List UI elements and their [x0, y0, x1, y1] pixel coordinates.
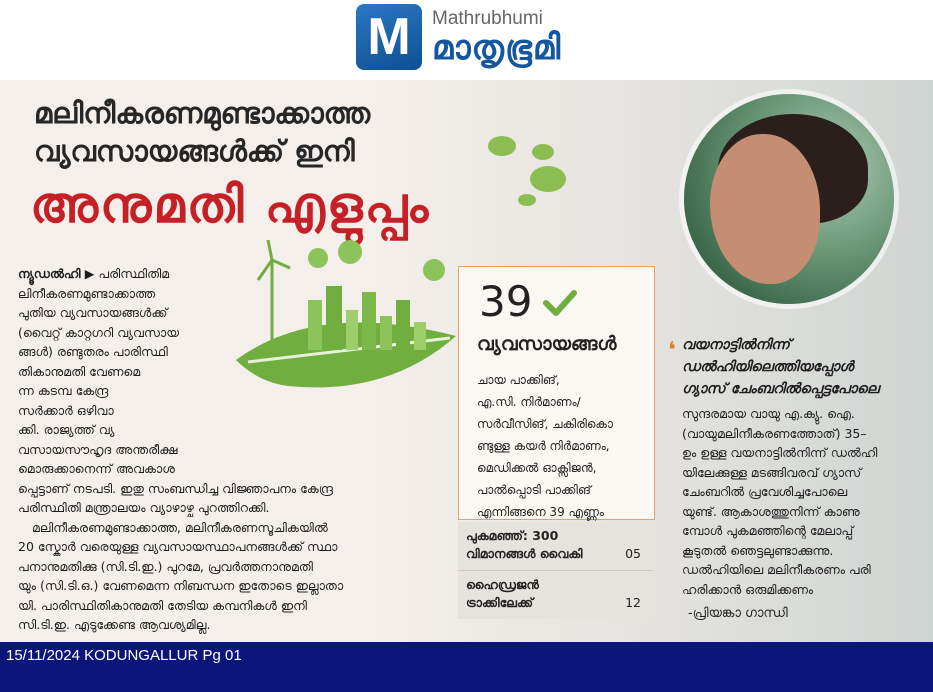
quote-heading-line: വയനാട്ടിൽനിന്ന്	[682, 337, 790, 353]
quote-body-line: സുന്ദരമായ വായു എ.ക്യു. ഐ.	[682, 406, 855, 421]
brand-name-english: Mathrubhumi	[432, 8, 543, 29]
headline-kicker	[34, 94, 370, 170]
cloud-icon	[488, 136, 516, 156]
body-line: 20 സ്കോർ വരെയുള്ള വ്യവസായസ്ഥാപനങ്ങൾക്ക് സ്ഥാ	[18, 539, 338, 554]
body-line: സി.ടി.ഇ. എടുക്കേണ്ട ആവശ്യമില്ല.	[18, 617, 211, 632]
body-line: (വൈറ്റ് കാറ്റഗറി വ്യവസായ	[18, 324, 180, 340]
body-line: പ്പെട്ടാണ് നടപടി. ഇതു സംബന്ധിച്ച വിജ്ഞാപനം കേന്ദ്ര	[18, 480, 333, 496]
ticker-item[interactable]	[458, 571, 653, 619]
stats-list-line: എന്നിങ്ങനെ 39 എണ്ണം	[477, 505, 604, 519]
headline-line-1: മലിനീകരണമുണ്ടാക്കാത്ത	[34, 96, 371, 130]
quote-body-line: മ്പോൾ പുകമഞ്ഞിന്റെ മേലാപ്പ്	[682, 523, 854, 538]
logo-letter: M	[367, 8, 411, 66]
stats-list	[477, 369, 647, 523]
ticker-item-line1: ഹൈഡ്രജൻ	[466, 577, 539, 592]
quote-body-line: (വായുമലിനീകരണത്തോത്) 35–	[682, 425, 867, 441]
cloud-icon	[530, 166, 566, 192]
quote-body-line: യിലേക്കുള്ള മടങ്ങിവരവ് ഗ്യാസ്	[682, 464, 862, 480]
stats-label: വ്യവസായങ്ങൾ	[477, 333, 617, 355]
stats-count: 39	[479, 277, 533, 326]
article-paragraph-2	[18, 518, 438, 635]
ticker-item-page: 05	[625, 546, 641, 561]
mathrubhumi-logo-icon	[356, 4, 422, 70]
body-line: ലിനീകരണമുണ്ടാക്കാത്ത	[18, 285, 156, 301]
brand-name-malayalam: മാതൃഭൂമി	[432, 28, 562, 68]
headline-line-2: വ്യവസായങ്ങൾക്ക് ഇനി	[34, 134, 355, 168]
article-paragraph-1-cont	[18, 479, 438, 518]
body-line: വസായസൗഹൃദ അന്തരീക്ഷ	[18, 441, 178, 457]
priyanka-gandhi-portrait	[684, 94, 894, 304]
stats-list-line: ണ്ടുള്ള കയർ നിർമാണം,	[477, 439, 610, 453]
quote-body-line: ചേംബറിൽ പ്രവേശിച്ചപോലെ	[682, 484, 848, 499]
ticker-item[interactable]	[458, 522, 653, 571]
edition-info: 15/11/2024 KODUNGALLUR Pg 01	[6, 647, 242, 664]
ticker-item-line2: ട്രാക്കിലേക്ക്	[466, 595, 534, 610]
quote-body-line: കൂടുതൽ ഞെട്ടലുണ്ടാക്കുന്നു.	[682, 542, 834, 558]
stats-list-line: സർവീസിങ്, ചകിരികൊ	[477, 417, 613, 431]
quote-heading-line: ഡൽഹിയിലെത്തിയപ്പോൾ	[682, 359, 854, 375]
portrait-face	[710, 134, 820, 284]
headline-main: അനുമതി എളുപ്പം	[30, 176, 431, 234]
quote-body	[682, 404, 920, 599]
quote-signature: -പ്രിയങ്കാ ഗാന്ധി	[688, 606, 788, 621]
body-line: തികാനുമതി വേണമെ	[18, 363, 141, 379]
quote-mark-icon: ❛	[668, 338, 676, 363]
checkmark-icon	[543, 289, 577, 317]
quote-heading	[666, 334, 933, 400]
body-line: പുതിയ വ്യവസായങ്ങൾക്ക്	[18, 305, 168, 320]
quote-heading-line: ഗ്യാസ് ചേംബറിൽപ്പെട്ടപോലെ	[682, 381, 879, 397]
body-line: ക്കി. രാജ്യത്ത് വ്യ	[18, 422, 115, 437]
ticker-item-line2: വിമാനങ്ങൾ വൈകി	[466, 546, 583, 561]
ticker-item-page: 12	[625, 595, 641, 610]
quote-body-line: ഡൽഹിയിലെ മലിനീകരണം പരി	[682, 562, 871, 577]
body-line: പരിസ്ഥിതിമ	[98, 266, 170, 281]
stats-list-line: മെഡിക്കൽ ഓക്സിജൻ,	[477, 461, 597, 475]
body-line: യും (സി.ടി.ഒ.) വേണമെന്ന നിബന്ധന ഇതോടെ ഇല്ലാതാ	[18, 578, 344, 593]
dateline: ന്യൂഡൽഹി ▶	[18, 266, 95, 281]
cloud-icon	[532, 144, 554, 160]
quote-body-line: യുണ്ട്. ആകാശത്തുനിന്ന് കാണു	[682, 503, 860, 519]
body-line: യി. പാരിസ്ഥിതികാനുമതി തേടിയ കമ്പനികൾ ഇനി	[18, 597, 307, 613]
ticker-item-line1: പുകമഞ്ഞ്: 300	[466, 528, 559, 543]
body-line: ങ്ങൾ) രണ്ടുതരം പാരിസ്ഥി	[18, 344, 168, 359]
masthead	[0, 0, 933, 78]
quote-body-line: ഉം ഉള്ള വയനാട്ടിൽനിന്ന് ഡൽഹി	[682, 445, 878, 460]
body-line: പനാനുമതിക്കു (സി.ടി.ഇ.) പുറമേ, പ്രവർത്തനാനുമതി	[18, 558, 313, 574]
article-paragraph-1	[18, 264, 218, 479]
body-line: സർക്കാർ ഒഴിവാ	[18, 402, 114, 418]
body-line: മൊരുക്കാനെന്ന് അവകാശ	[18, 461, 175, 476]
article-body	[18, 264, 438, 635]
stats-box	[458, 266, 655, 520]
news-article	[0, 80, 933, 642]
stats-list-line: ചായ പാക്കിങ്,	[477, 373, 560, 387]
body-line: മലിനീകരണമുണ്ടാക്കാത്ത, മലിനീകരണസൂചികയിൽ	[32, 519, 328, 535]
stats-list-line: എ.സി. നിർമാണം/	[477, 395, 581, 409]
cloud-icon	[518, 194, 536, 206]
news-ticker-box	[458, 522, 653, 619]
body-line: ന്ന കടമ്പ കേന്ദ്ര	[18, 383, 109, 398]
body-line: പരിസ്ഥിതി മന്ത്രാലയം വ്യാഴാഴ്ച പുറത്തിറക്കി.	[18, 500, 270, 515]
edition-footer	[0, 642, 933, 692]
quote-body-line: ഹരിക്കാൻ ഒരുമിക്കണം	[682, 581, 814, 597]
stats-list-line: പാൽപ്പൊടി പാക്കിങ്	[477, 483, 591, 497]
